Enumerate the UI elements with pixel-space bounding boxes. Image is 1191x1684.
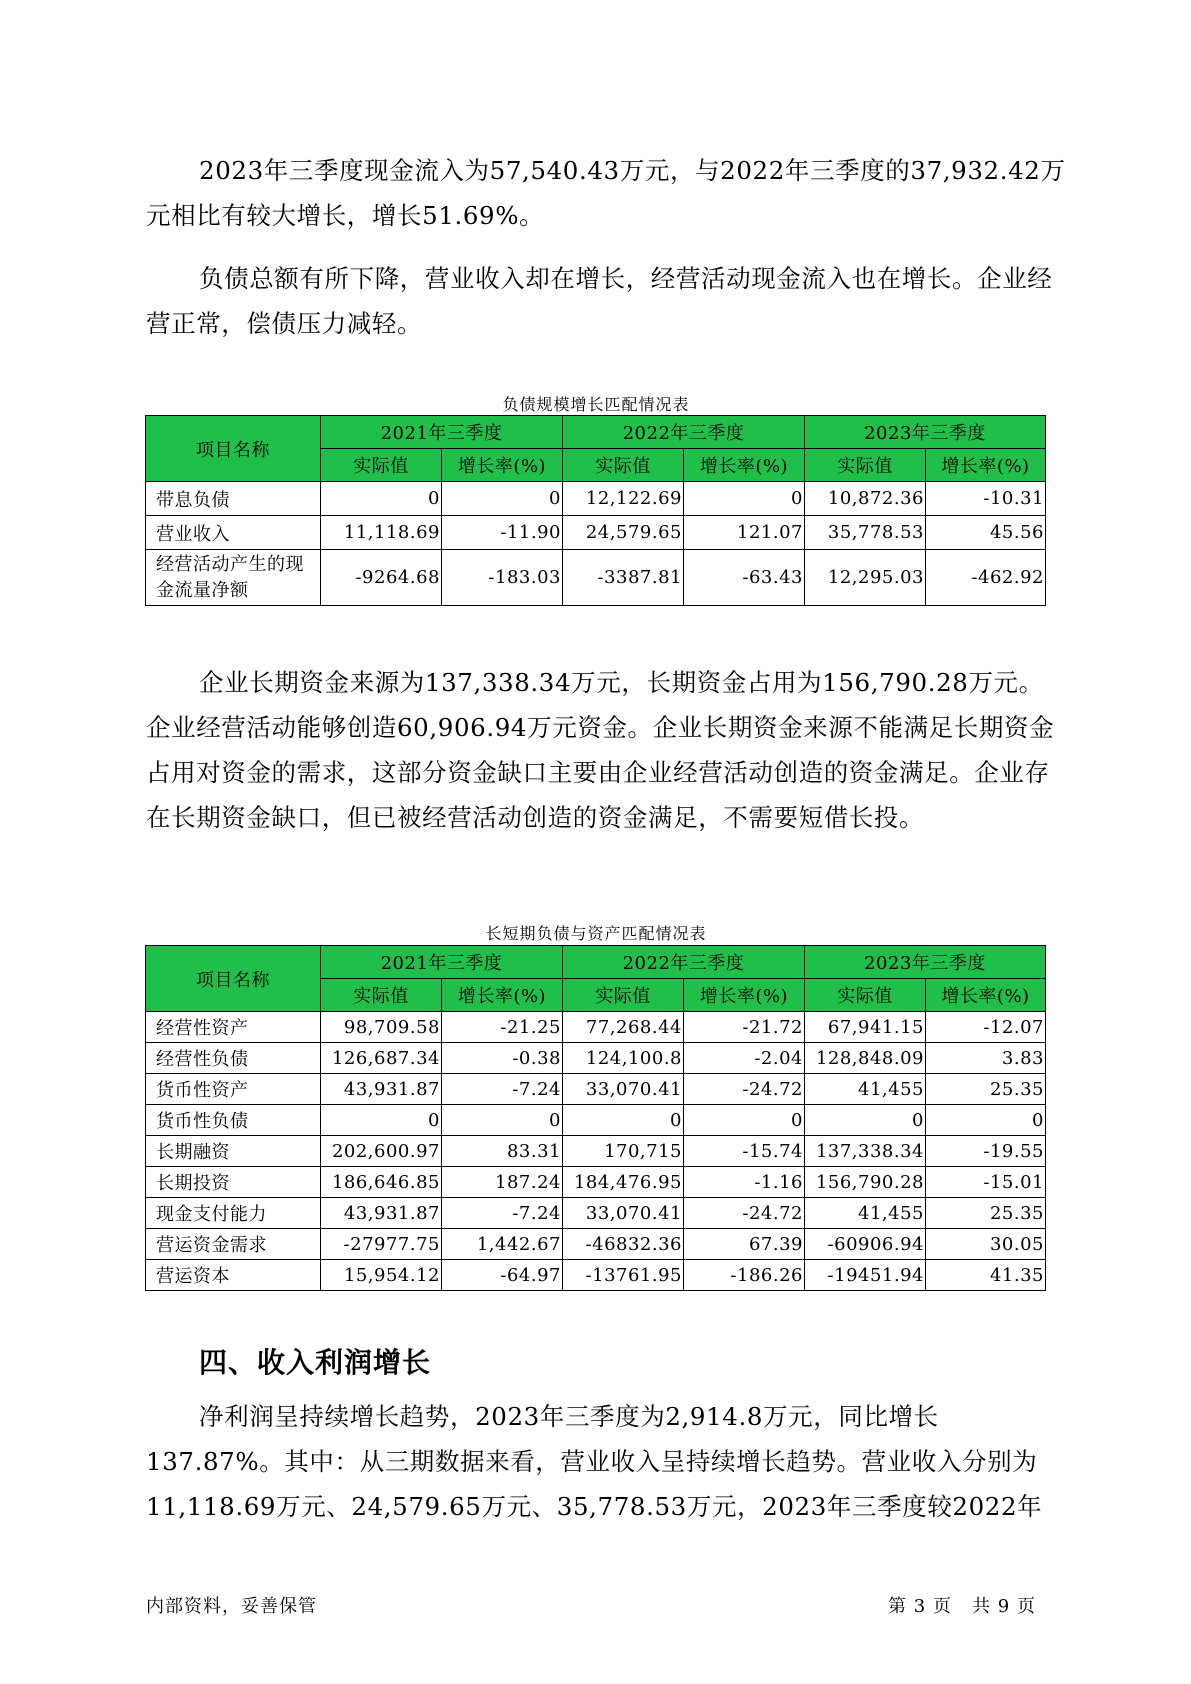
table-row <box>146 1198 1046 1229</box>
cell-growth-rate: -0.38 <box>442 1043 563 1074</box>
cell-actual-value: 10,872.36 <box>805 482 926 516</box>
cell-growth-rate: -11.90 <box>442 516 563 550</box>
cell-actual-value: -13761.95 <box>563 1260 684 1291</box>
cell-growth-rate: -15.74 <box>684 1136 805 1167</box>
table2-caption: 长短期负债与资产匹配情况表 <box>485 924 707 943</box>
cell-growth-rate: 25.35 <box>926 1198 1046 1229</box>
cell-growth-rate: 45.56 <box>926 516 1046 550</box>
cell-growth-rate: -7.24 <box>442 1198 563 1229</box>
footer-page-number: 第 3 页 共 9 页 <box>888 1596 1036 1617</box>
row-label: 经营性负债 <box>146 1043 321 1074</box>
header-item-name: 项目名称 <box>146 416 321 482</box>
header-growth: 增长率(%) <box>926 449 1046 482</box>
cell-actual-value: 128,848.09 <box>805 1043 926 1074</box>
cell-growth-rate: -21.25 <box>442 1012 563 1043</box>
header-growth: 增长率(%) <box>684 449 805 482</box>
cell-actual-value: 170,715 <box>563 1136 684 1167</box>
header-period: 2023年三季度 <box>805 416 1046 449</box>
cell-actual-value: 24,579.65 <box>563 516 684 550</box>
cell-growth-rate: 0 <box>442 1105 563 1136</box>
cell-actual-value: 126,687.34 <box>321 1043 442 1074</box>
cell-growth-rate: 67.39 <box>684 1229 805 1260</box>
cell-actual-value: 77,268.44 <box>563 1012 684 1043</box>
cell-actual-value: 12,122.69 <box>563 482 684 516</box>
cell-actual-value: 156,790.28 <box>805 1167 926 1198</box>
section-heading: 四、收入利润增长 <box>199 1346 432 1379</box>
table-row <box>146 1136 1046 1167</box>
cell-actual-value: 0 <box>563 1105 684 1136</box>
table-row <box>146 1012 1046 1043</box>
row-label: 现金支付能力 <box>146 1198 321 1229</box>
cell-actual-value: -46832.36 <box>563 1229 684 1260</box>
header-period: 2021年三季度 <box>321 416 563 449</box>
cell-growth-rate: 187.24 <box>442 1167 563 1198</box>
header-period: 2021年三季度 <box>321 946 563 979</box>
table-row <box>146 1167 1046 1198</box>
cell-actual-value: 67,941.15 <box>805 1012 926 1043</box>
footer-confidential: 内部资料，妥善保管 <box>146 1596 317 1617</box>
cell-growth-rate: -183.03 <box>442 550 563 606</box>
header-actual: 实际值 <box>563 979 684 1012</box>
table-row <box>146 550 1046 606</box>
header-item-name: 项目名称 <box>146 946 321 1012</box>
cell-actual-value: 0 <box>321 482 442 516</box>
row-label: 货币性负债 <box>146 1105 321 1136</box>
cell-actual-value: 35,778.53 <box>805 516 926 550</box>
cell-actual-value: 11,118.69 <box>321 516 442 550</box>
cell-growth-rate: 0 <box>442 482 563 516</box>
paragraph-debt-summary: 负债总额有所下降，营业收入却在增长，经营活动现金流入也在增长。企业经营正常，偿债压力减轻。 <box>146 264 1053 338</box>
cell-actual-value: -60906.94 <box>805 1229 926 1260</box>
row-label: 长期投资 <box>146 1167 321 1198</box>
row-label: 经营性资产 <box>146 1012 321 1043</box>
row-label: 营运资本 <box>146 1260 321 1291</box>
cell-growth-rate: -64.97 <box>442 1260 563 1291</box>
table-row <box>146 1260 1046 1291</box>
paragraph-long-term-funds: 企业长期资金来源为137,338.34万元，长期资金占用为156,790.28万元。企业经营活动能够创造60,906.94万元资金。企业长期资金来源不能满足长期资金占用对资金的需求，这部分资金缺口主要由企业经营活动创造的资金满足。企业存在长期资金缺口，但已被经营活动创造的资金满足，不需要短借长投。 <box>146 668 1055 832</box>
row-label: 营运资金需求 <box>146 1229 321 1260</box>
cell-actual-value: 186,646.85 <box>321 1167 442 1198</box>
cell-actual-value: 0 <box>805 1105 926 1136</box>
header-growth: 增长率(%) <box>442 449 563 482</box>
table-row <box>146 1229 1046 1260</box>
paragraph-profit-growth: 净利润呈持续增长趋势，2023年三季度为2,914.8万元，同比增长137.87%。其中：从三期数据来看，营业收入呈持续增长趋势。营业收入分别为11,118.69万元、24,579.65万元、35,778.53万元，2023年三季度较2022年 <box>146 1402 1043 1521</box>
cell-growth-rate: 25.35 <box>926 1074 1046 1105</box>
cell-actual-value: 33,070.41 <box>563 1198 684 1229</box>
cell-growth-rate: 121.07 <box>684 516 805 550</box>
cell-growth-rate: -24.72 <box>684 1074 805 1105</box>
table-row <box>146 516 1046 550</box>
cell-actual-value: 43,931.87 <box>321 1198 442 1229</box>
header-growth: 增长率(%) <box>684 979 805 1012</box>
cell-actual-value: 15,954.12 <box>321 1260 442 1291</box>
cell-actual-value: 33,070.41 <box>563 1074 684 1105</box>
cell-growth-rate: -462.92 <box>926 550 1046 606</box>
cell-growth-rate: -1.16 <box>684 1167 805 1198</box>
cell-actual-value: 41,455 <box>805 1074 926 1105</box>
cell-actual-value: 137,338.34 <box>805 1136 926 1167</box>
cell-growth-rate: 41.35 <box>926 1260 1046 1291</box>
table-row <box>146 1043 1046 1074</box>
cell-actual-value: -3387.81 <box>563 550 684 606</box>
cell-actual-value: 202,600.97 <box>321 1136 442 1167</box>
table-row <box>146 1105 1046 1136</box>
cell-actual-value: 41,455 <box>805 1198 926 1229</box>
header-actual: 实际值 <box>805 979 926 1012</box>
cell-growth-rate: 83.31 <box>442 1136 563 1167</box>
cell-growth-rate: -19.55 <box>926 1136 1046 1167</box>
row-label: 长期融资 <box>146 1136 321 1167</box>
cell-actual-value: 43,931.87 <box>321 1074 442 1105</box>
cell-growth-rate: 0 <box>684 1105 805 1136</box>
cell-growth-rate: -15.01 <box>926 1167 1046 1198</box>
header-growth: 增长率(%) <box>926 979 1046 1012</box>
cell-growth-rate: -12.07 <box>926 1012 1046 1043</box>
header-actual: 实际值 <box>321 449 442 482</box>
cell-actual-value: 124,100.8 <box>563 1043 684 1074</box>
header-actual: 实际值 <box>563 449 684 482</box>
row-label: 经营活动产生的现金流量净额 <box>146 550 321 606</box>
debt-scale-table <box>145 415 1046 606</box>
cell-growth-rate: -7.24 <box>442 1074 563 1105</box>
cell-growth-rate: 3.83 <box>926 1043 1046 1074</box>
cell-growth-rate: -2.04 <box>684 1043 805 1074</box>
cell-growth-rate: -21.72 <box>684 1012 805 1043</box>
cell-growth-rate: 0 <box>684 482 805 516</box>
table-row <box>146 482 1046 516</box>
header-period: 2023年三季度 <box>805 946 1046 979</box>
cell-growth-rate: -10.31 <box>926 482 1046 516</box>
cell-actual-value: 184,476.95 <box>563 1167 684 1198</box>
table1-caption: 负债规模增长匹配情况表 <box>502 395 690 414</box>
row-label: 带息负债 <box>146 482 321 516</box>
cell-actual-value: -27977.75 <box>321 1229 442 1260</box>
cell-actual-value: -9264.68 <box>321 550 442 606</box>
cell-actual-value: 98,709.58 <box>321 1012 442 1043</box>
header-period: 2022年三季度 <box>563 416 805 449</box>
header-period: 2022年三季度 <box>563 946 805 979</box>
header-growth: 增长率(%) <box>442 979 563 1012</box>
row-label: 货币性资产 <box>146 1074 321 1105</box>
cell-growth-rate: -186.26 <box>684 1260 805 1291</box>
cell-actual-value: 12,295.03 <box>805 550 926 606</box>
asset-liability-match-table <box>145 945 1046 1291</box>
table-row <box>146 1074 1046 1105</box>
header-actual: 实际值 <box>321 979 442 1012</box>
header-actual: 实际值 <box>805 449 926 482</box>
cell-actual-value: 0 <box>321 1105 442 1136</box>
paragraph-cash-inflow: 2023年三季度现金流入为57,540.43万元，与2022年三季度的37,932.42万元相比有较大增长，增长51.69%。 <box>146 156 1066 230</box>
cell-growth-rate: -63.43 <box>684 550 805 606</box>
cell-growth-rate: 1,442.67 <box>442 1229 563 1260</box>
cell-growth-rate: -24.72 <box>684 1198 805 1229</box>
cell-growth-rate: 0 <box>926 1105 1046 1136</box>
row-label: 营业收入 <box>146 516 321 550</box>
cell-actual-value: -19451.94 <box>805 1260 926 1291</box>
cell-growth-rate: 30.05 <box>926 1229 1046 1260</box>
